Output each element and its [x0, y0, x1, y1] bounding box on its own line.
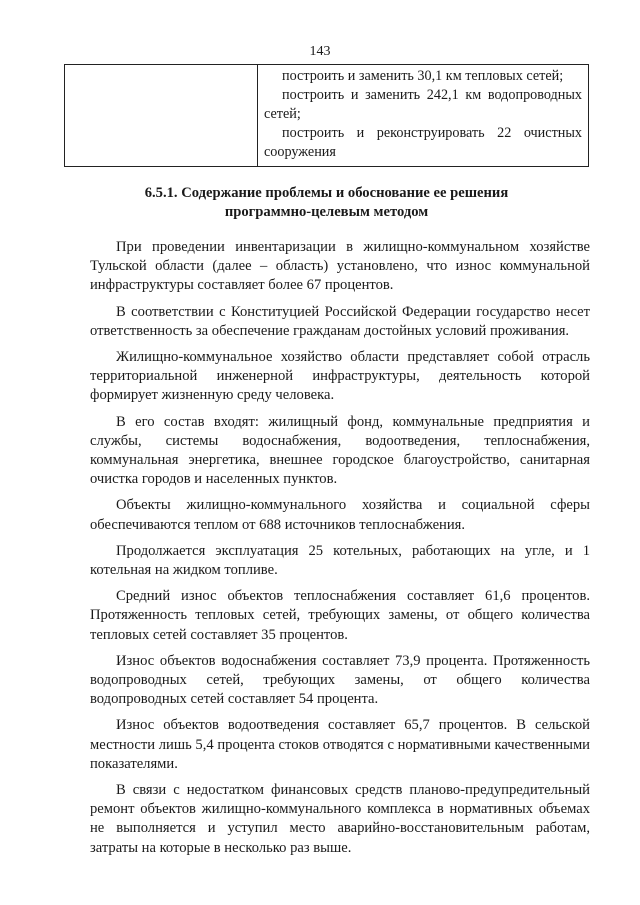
- table-row: [65, 65, 589, 167]
- continuation-table: [64, 64, 589, 167]
- paragraph: В соответствии с Конституцией Российской Федерации государство несет ответственность за обеспечение гражданам достойных условий проживания.: [90, 303, 590, 339]
- measure-item: построить и заменить 242,1 км водопроводных сетей;: [264, 87, 582, 122]
- section-heading: [64, 184, 589, 222]
- paragraph: Объекты жилищно-коммунального хозяйства и социальной сферы обеспечиваются теплом от 688 источников теплоснабжения.: [90, 497, 590, 533]
- paragraph: Жилищно-коммунальное хозяйство области представляет собой отрасль территориальной инженерной инфраструктуры, деятельность которой формирует жизненную среду человека.: [90, 349, 590, 404]
- section-heading-line: 6.5.1. Содержание проблемы и обоснование ее решения: [144, 185, 509, 201]
- measure-item: построить и реконструировать 22 очистных сооружения: [264, 125, 582, 160]
- paragraph: Износ объектов водоснабжения составляет 73,9 процента. Протяженность водопроводных сетей, требующих замены, от общего количества водопроводных сетей составляет 54 процента.: [90, 652, 590, 708]
- measure-item: построить и заменить 30,1 км тепловых сетей;: [282, 68, 564, 84]
- paragraph: В связи с недостатком финансовых средств планово-предупредительный ремонт объектов жилищно-коммунального комплекса в нормативных объемах не выполняется и уступил место аварийно-восстановительным работам, затраты на которые в несколько раз выше.: [90, 782, 590, 856]
- document-body: [90, 238, 590, 865]
- paragraph: В его состав входят: жилищный фонд, коммунальные предприятия и службы, системы водоснабжения, водоотведения, теплоснабжения, коммунальная энергетика, внешнее городское благоустройство, санитарная очистка городов и населенных пунктов.: [90, 413, 590, 488]
- paragraph: Средний износ объектов теплоснабжения составляет 61,6 процентов. Протяженность тепловых сетей, требующих замены, от общего количества тепловых сетей составляет 35 процентов.: [90, 588, 590, 643]
- section-heading-line: программно-целевым методом: [224, 204, 429, 220]
- page-number: 143: [309, 44, 331, 59]
- table-cell-empty: [65, 65, 258, 167]
- paragraph: При проведении инвентаризации в жилищно-коммунальном хозяйстве Тульской области (далее – область) установлено, что износ коммунальной инфраструктуры составляет более 67 процентов.: [90, 239, 590, 294]
- paragraph: Продолжается эксплуатация 25 котельных, работающих на угле, и 1 котельная на жидком топливе.: [90, 542, 590, 579]
- table-cell-measures: [258, 65, 589, 167]
- paragraph: Износ объектов водоотведения составляет 65,7 процентов. В сельской местности лишь 5,4 процента стоков отводятся с нормативными качественными показателями.: [90, 717, 590, 772]
